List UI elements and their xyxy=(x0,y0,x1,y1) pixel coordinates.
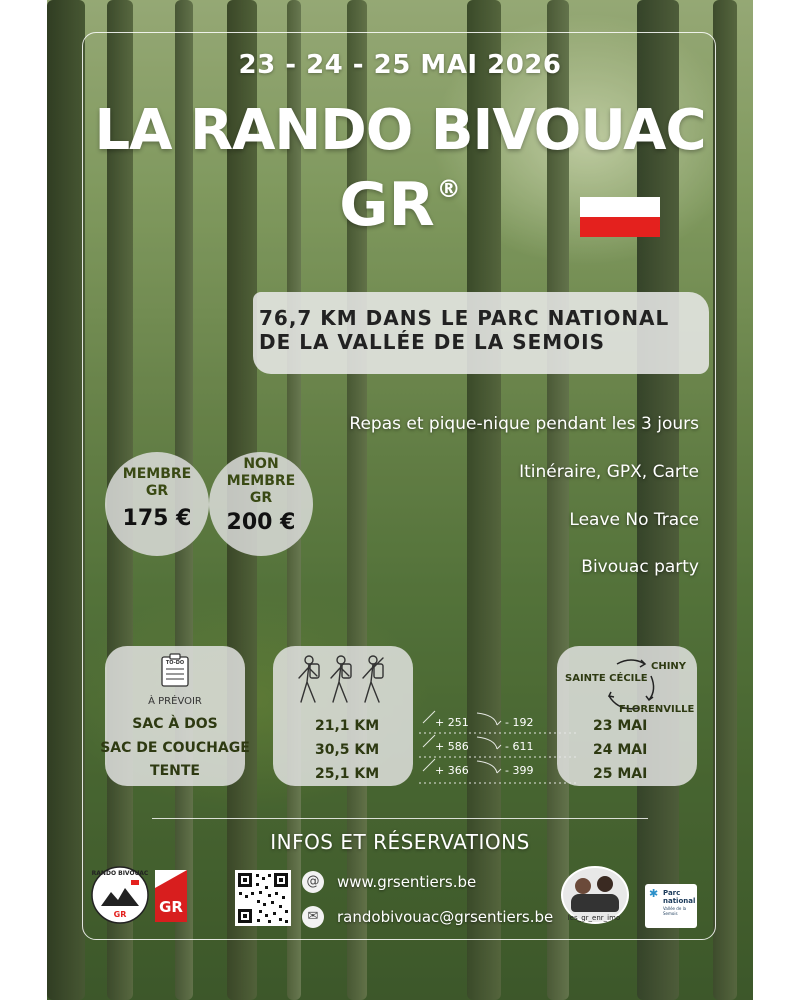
registered-mark: ® xyxy=(436,175,461,203)
stage-descent: - 192 xyxy=(505,716,534,729)
rando-logo-gr: GR xyxy=(113,910,127,919)
checklist-heading: À PRÉVOIR xyxy=(148,696,202,707)
gr-logo-stripe xyxy=(155,870,187,888)
stage-ascent: + 251 xyxy=(435,716,469,729)
todo-label: TO-DO xyxy=(165,660,185,666)
website-link[interactable]: www.grsentiers.be xyxy=(337,873,477,891)
route-point-sainte-cecile: SAINTE CÉCILE xyxy=(565,673,648,684)
qr-code[interactable] xyxy=(235,870,291,926)
price-non-member-label: NON xyxy=(243,456,279,472)
route-point-chiny: CHINY xyxy=(651,661,687,672)
stage-date: 23 MAI xyxy=(593,718,648,734)
checklist-item: SAC À DOS xyxy=(132,716,218,732)
todo-clipboard-icon xyxy=(160,653,190,687)
distance-line-2: DE LA VALLÉE DE LA SEMOIS xyxy=(259,330,606,354)
feature-bivouac-party: Bivouac party xyxy=(581,557,699,577)
feature-leave-no-trace: Leave No Trace xyxy=(569,510,699,530)
infos-heading: INFOS ET RÉSERVATIONS xyxy=(270,830,530,854)
hikers-icon xyxy=(295,652,391,710)
distance-text xyxy=(259,306,719,354)
checklist-item: TENTE xyxy=(150,763,200,779)
rando-logo-text: RANDO BIVOUAC xyxy=(91,870,149,877)
stage-distance: 21,1 KM xyxy=(315,718,380,734)
stage-ascent: + 366 xyxy=(435,764,469,777)
price-member-value: 175 € xyxy=(122,506,192,531)
distance-line-1: 76,7 KM DANS LE PARC NATIONAL xyxy=(259,306,670,330)
email-link[interactable]: randobivouac@grsentiers.be xyxy=(337,908,554,926)
price-member-label: MEMBRE xyxy=(122,466,192,482)
feature-itinerary: Itinéraire, GPX, Carte xyxy=(519,462,699,482)
stage-date: 25 MAI xyxy=(593,766,648,782)
price-member xyxy=(105,452,209,556)
section-divider xyxy=(152,818,648,819)
stage-ascent: + 586 xyxy=(435,740,469,753)
gr-logo-text: GR xyxy=(159,898,183,916)
price-non-member-label-gr: GR xyxy=(249,490,273,506)
price-non-member-value: 200 € xyxy=(226,510,296,535)
park-logo xyxy=(645,884,697,928)
price-non-member-label-2: MEMBRE xyxy=(226,473,296,489)
park-logo-line3: Vallée de la Semois xyxy=(663,906,687,916)
instagram-handle: les_gr_enr_imo xyxy=(567,914,621,922)
checklist-item: SAC DE COUCHAGE xyxy=(100,740,250,756)
stage-date: 24 MAI xyxy=(593,742,648,758)
park-logo-line2: national xyxy=(663,897,696,905)
avatar-face xyxy=(597,876,613,892)
at-icon: @ xyxy=(302,871,324,893)
stage-descent: - 611 xyxy=(505,740,534,753)
gr-logo xyxy=(155,870,187,922)
poster xyxy=(47,0,753,1000)
event-title: LA RANDO BIVOUAC xyxy=(94,98,706,163)
route-point-florenville: FLORENVILLE xyxy=(619,704,695,715)
envelope-icon: ✉ xyxy=(302,906,324,928)
park-logo-line1: Parc xyxy=(663,889,681,897)
flag-icon xyxy=(580,197,660,237)
feature-meals: Repas et pique-nique pendant les 3 jours xyxy=(349,414,699,434)
avatar-body xyxy=(571,894,619,912)
stage-descent: - 399 xyxy=(505,764,534,777)
stage-distance: 30,5 KM xyxy=(315,742,380,758)
gr-text: GR xyxy=(339,170,435,240)
price-non-member xyxy=(209,452,313,556)
snowflake-icon: ✱ xyxy=(649,887,659,900)
event-dates: 23 - 24 - 25 MAI 2026 xyxy=(238,50,562,80)
price-member-label-gr: GR xyxy=(145,483,169,499)
stage-distance: 25,1 KM xyxy=(315,766,380,782)
avatar-face xyxy=(575,878,591,894)
